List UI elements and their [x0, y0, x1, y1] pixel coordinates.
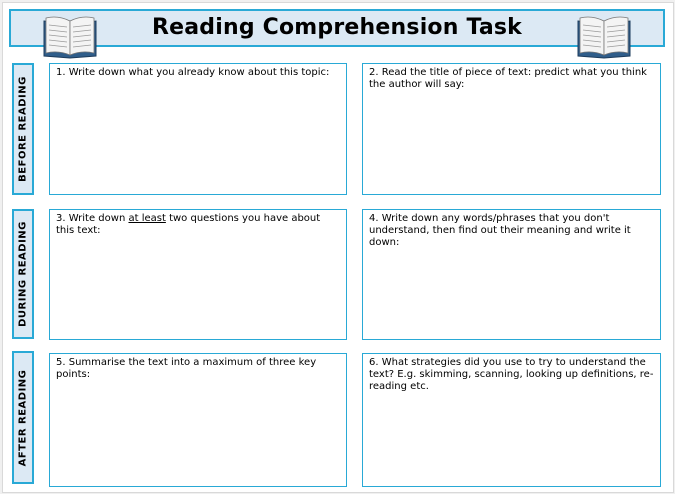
stage-label-after [12, 351, 34, 484]
title-banner [9, 9, 665, 47]
answer-box-3[interactable] [49, 209, 347, 340]
answer-box-6[interactable] [362, 353, 661, 487]
answer-box-4[interactable] [362, 209, 661, 340]
question-prompt: 4. Write down any words/phrases that you don't understand, then find out their meaning and write it down: [369, 213, 631, 248]
answer-box-5[interactable] [49, 353, 347, 487]
question-prompt: 6. What strategies did you use to try to understand the text? E.g. skimming, scanning, looking up definitions, re-reading etc. [369, 357, 654, 392]
page-title: Reading Comprehension Task [151, 15, 523, 40]
answer-box-1[interactable] [49, 63, 347, 195]
question-prompt: 3. Write down at least two questions you have about this text: [56, 213, 321, 236]
stage-label-text: AFTER READING [17, 369, 29, 466]
stage-label-before [12, 63, 34, 195]
stage-label-text: BEFORE READING [17, 76, 29, 182]
answer-box-2[interactable] [362, 63, 661, 195]
question-prompt: 1. Write down what you already know about this topic: [56, 67, 330, 78]
question-prompt: 5. Summarise the text into a maximum of three key points: [56, 357, 317, 380]
question-prompt: 2. Read the title of piece of text: predict what you think the author will say: [369, 67, 647, 90]
open-book-icon [575, 15, 633, 59]
stage-label-text: DURING READING [17, 221, 29, 327]
stage-label-during [12, 209, 34, 339]
